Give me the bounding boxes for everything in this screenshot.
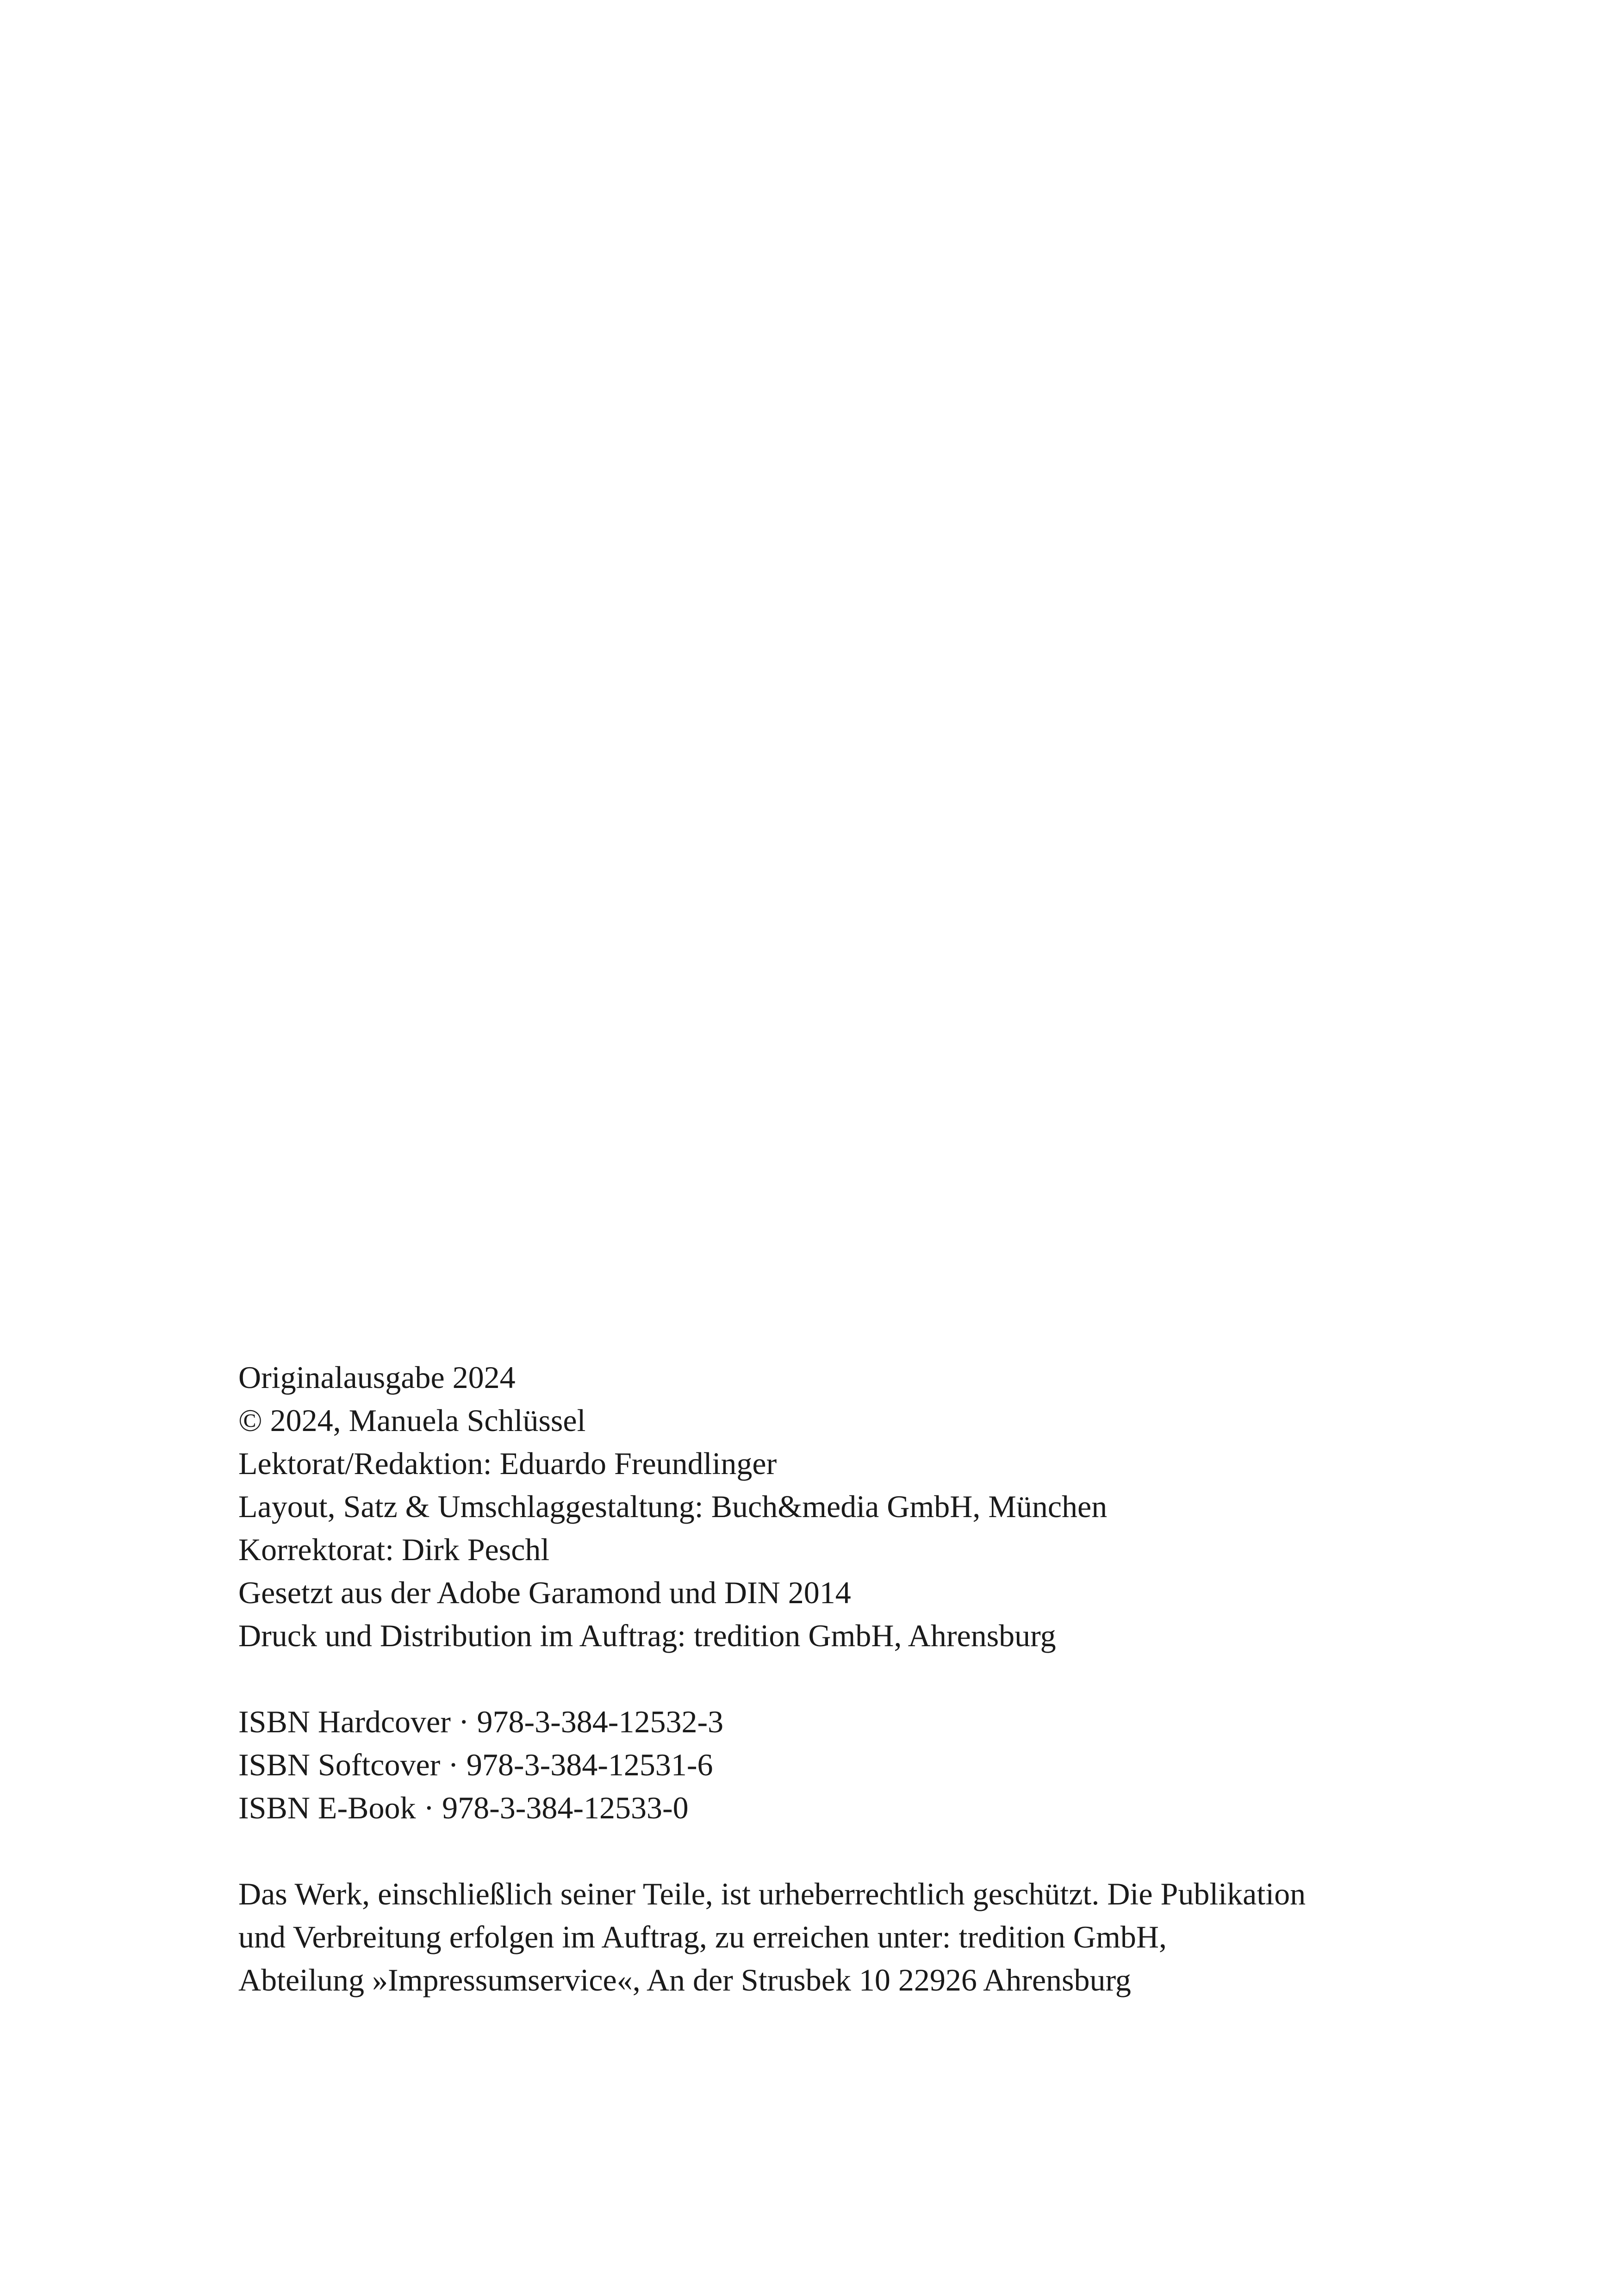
isbn-ebook: ISBN E-Book · 978-3-384-12533-0 [238, 1790, 689, 1825]
isbn-block [238, 1700, 1442, 1829]
credits-block [238, 1356, 1442, 1657]
legal-line: Das Werk, einschließlich seiner Teile, ist urheberrechtlich geschützt. Die Publikation [238, 1876, 1306, 1911]
edition-line: Originalausgabe 2024 [238, 1360, 516, 1395]
legal-notice [238, 1873, 1442, 2002]
proofreading-line: Korrektorat: Dirk Peschl [238, 1532, 550, 1567]
isbn-softcover: ISBN Softcover · 978-3-384-12531-6 [238, 1747, 713, 1782]
imprint [238, 1356, 1442, 2002]
typeface-line: Gesetzt aus der Adobe Garamond und DIN 2014 [238, 1575, 851, 1610]
distribution-line: Druck und Distribution im Auftrag: tredition GmbH, Ahrensburg [238, 1618, 1056, 1653]
isbn-hardcover: ISBN Hardcover · 978-3-384-12532-3 [238, 1704, 724, 1739]
layout-line: Layout, Satz & Umschlaggestaltung: Buch&media GmbH, München [238, 1489, 1108, 1524]
copyright-line: © 2024, Manuela Schlüssel [238, 1403, 586, 1438]
legal-line: und Verbreitung erfolgen im Auftrag, zu erreichen unter: tredition GmbH, [238, 1919, 1167, 1954]
editor-line: Lektorat/Redaktion: Eduardo Freundlinger [238, 1446, 777, 1481]
legal-line: Abteilung »Impressumservice«, An der Strusbek 10 22926 Ahrensburg [238, 1962, 1131, 1997]
